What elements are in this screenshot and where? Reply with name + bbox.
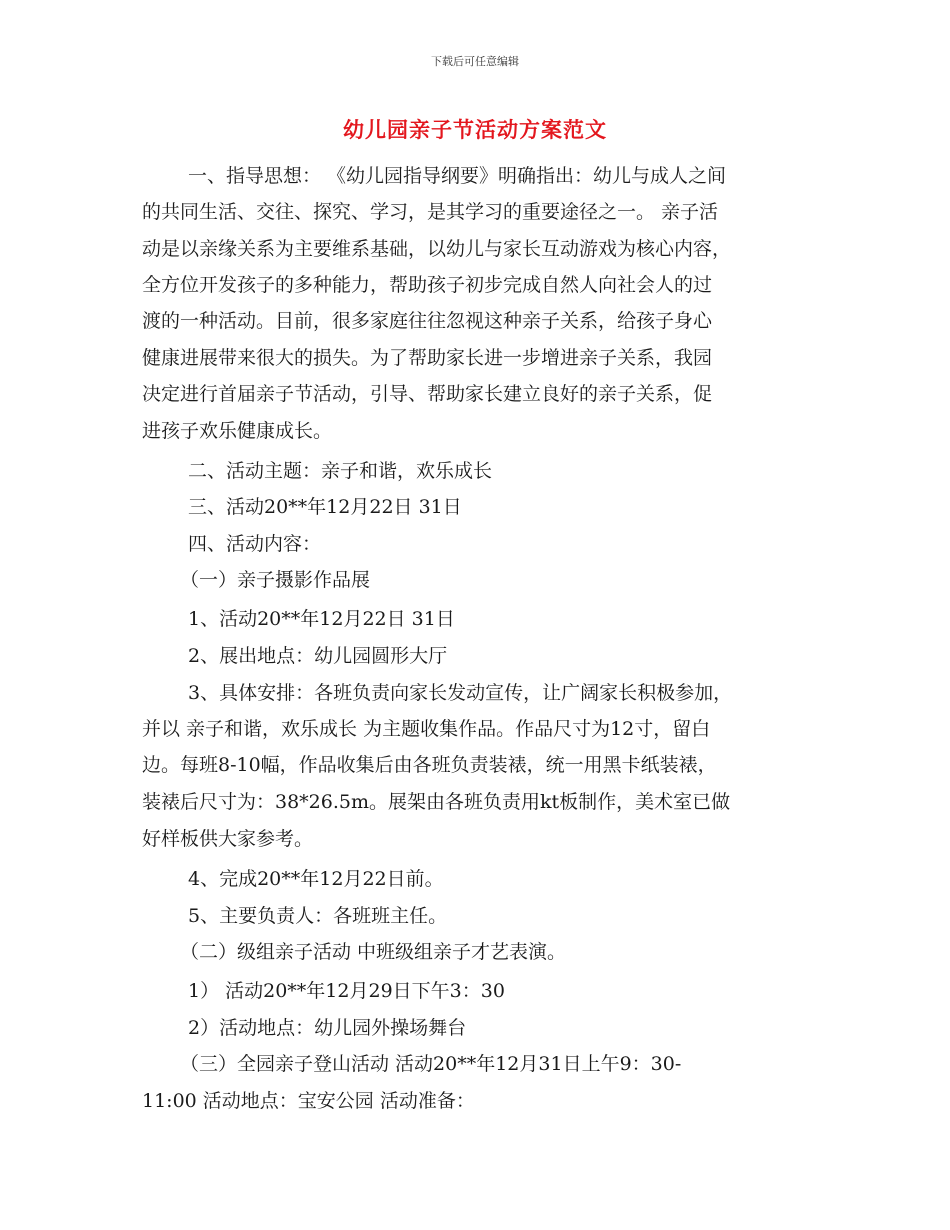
section-heading: 二、活动主题：亲子和谐，欢乐成长: [188, 460, 493, 482]
body-line: 并以 亲子和谐，欢乐成长 为主题收集作品。作品尺寸为12寸，留白: [142, 718, 711, 740]
body-line: 渡的一种活动。目前，很多家庭往往忽视这种亲子关系，给孩子身心: [142, 310, 713, 332]
list-item: 2）活动地点：幼儿园外操场舞台: [188, 1017, 467, 1039]
subsection-heading: （三）全园亲子登山活动 活动20**年12月31日上午9：30-: [180, 1053, 682, 1075]
body-line: 边。每班8-10幅，作品收集后由各班负责装裱，统一用黑卡纸装裱，: [142, 754, 717, 776]
body-line: 的共同生活、交往、探究、学习，是其学习的重要途径之一。 亲子活: [142, 201, 719, 223]
list-item: 1、活动20**年12月22日 31日: [188, 608, 455, 630]
body-line: 11:00 活动地点：宝安公园 活动准备：: [142, 1090, 475, 1112]
body-line: 全方位开发孩子的多种能力，帮助孩子初步完成自然人向社会人的过: [142, 274, 713, 296]
list-item: 1） 活动20**年12月29日下午3：30: [188, 980, 505, 1002]
subsection-heading: （二）级组亲子活动 中班级组亲子才艺表演。: [180, 941, 567, 963]
list-item: 2、展出地点：幼儿园圆形大厅: [188, 645, 448, 667]
section-heading: 三、活动20**年12月22日 31日: [188, 496, 462, 518]
body-line: 装裱后尺寸为：38*26.5m。展架由各班负责用kt板制作，美术室已做: [142, 791, 731, 813]
body-line: 健康进展带来很大的损失。为了帮助家长进一步增进亲子关系，我园: [142, 347, 713, 369]
header-note: 下载后可任意编辑: [431, 55, 519, 68]
list-item: 4、完成20**年12月22日前。: [188, 868, 444, 890]
list-item: 5、主要负责人：各班班主任。: [188, 905, 448, 927]
document-title: 幼儿园亲子节活动方案范文: [343, 117, 607, 142]
body-line: 动是以亲缘关系为主要维系基础，以幼儿与家长互动游戏为核心内容，: [142, 238, 732, 260]
subsection-heading: （一）亲子摄影作品展: [180, 569, 371, 591]
body-line: 决定进行首届亲子节活动，引导、帮助家长建立良好的亲子关系，促: [142, 383, 713, 405]
list-item: 3、具体安排：各班负责向家长发动宣传，让广阔家长积极参加，: [188, 682, 733, 704]
body-line: 进孩子欢乐健康成长。: [142, 420, 333, 442]
body-line: 一、指导思想： 《幼儿园指导纲要》明确指出：幼儿与成人之间: [188, 165, 727, 187]
section-heading: 四、活动内容：: [188, 533, 322, 555]
body-line: 好样板供大家参考。: [142, 828, 314, 850]
